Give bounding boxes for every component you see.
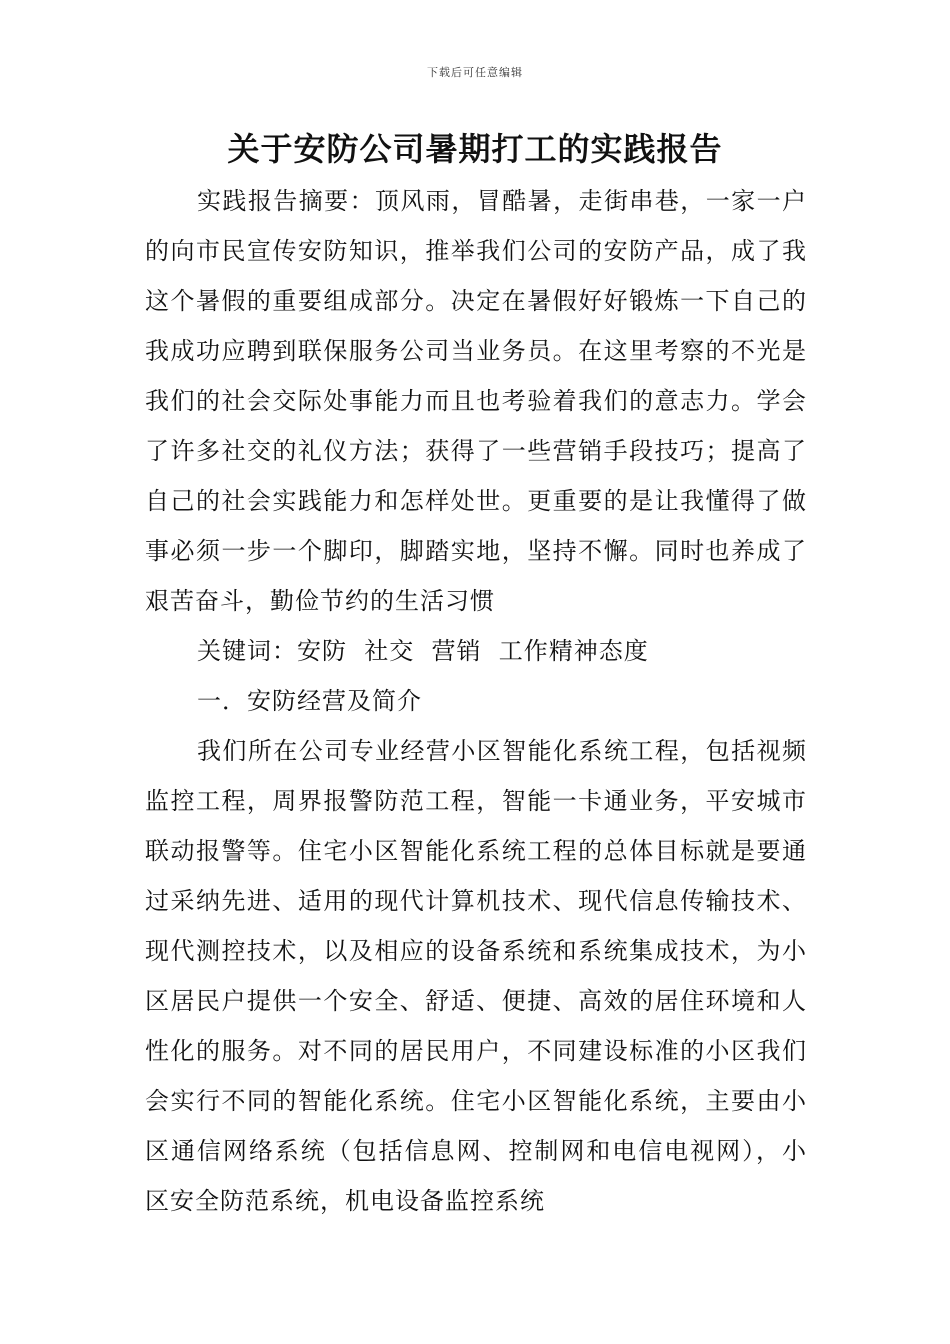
document-title: 关于安防公司暑期打工的实践报告 <box>227 130 723 168</box>
header-note: 下载后可任意编辑 <box>427 66 523 79</box>
section-body-paragraph: 我们所在公司专业经营小区智能化系统工程，包括视频监控工程，周界报警防范工程，智能一卡通业务，平安城市联动报警等。住宅小区智能化系统工程的总体目标就是要通过采纳先进、适用的现代计算机技术、现代信息传输技术、现代测控技术，以及相应的设备系统和系统集成技术，为小区居民户提供一个安全、舒适、便捷、高效的居住环境和人性化的服务。对不同的居民用户，不同建设标准的小区我们会实行不同的智能化系统。住宅小区智能化系统，主要由小区通信网络系统（包括信息网、控制网和电信电视网），小区安全防范系统，机电设备监控系统 <box>145 737 807 1215</box>
abstract-paragraph: 实践报告摘要：顶风雨，冒酷暑，走街串巷，一家一户的向市民宣传安防知识，推举我们公司的安防产品，成了我这个暑假的重要组成部分。决定在暑假好好锻炼一下自己的我成功应聘到联保服务公司当业务员。在这里考察的不光是我们的社会交际处事能力而且也考验着我们的意志力。学会了许多社交的礼仪方法；获得了一些营销手段技巧；提高了自己的社会实践能力和怎样处世。更重要的是让我懂得了做事必须一步一个脚印，脚踏实地，坚持不懈。同时也养成了艰苦奋斗，勤俭节约的生活习惯 <box>145 187 807 615</box>
document-body <box>145 176 807 1226</box>
section-heading: 一．安防经营及简介 <box>197 687 422 715</box>
keywords-line: 关键词：安防 社交 营销 工作精神态度 <box>197 637 649 665</box>
